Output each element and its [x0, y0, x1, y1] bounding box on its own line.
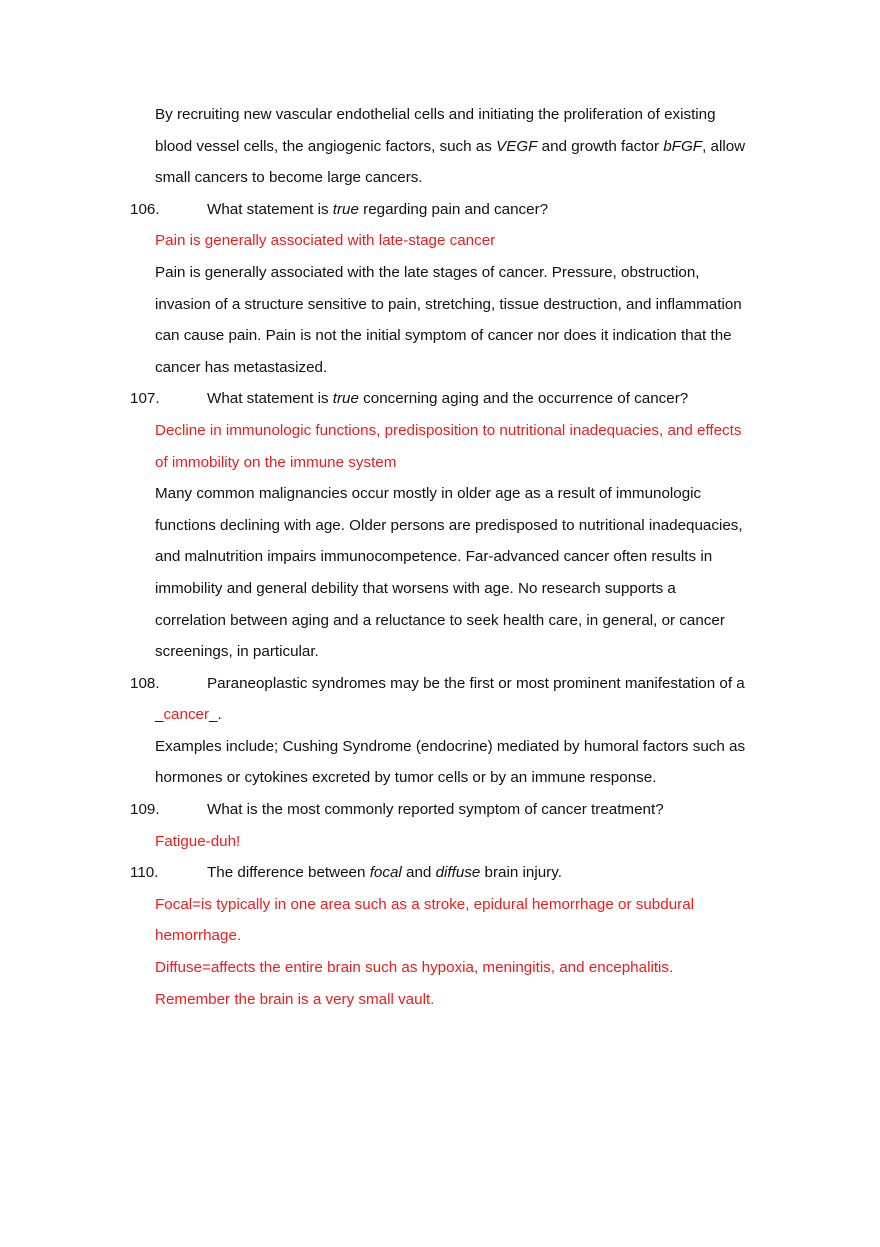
explanation-line: can cause pain. Pain is not the initial symptom of cancer nor does it indication that the — [155, 327, 732, 345]
question-text: The difference between focal and diffuse brain injury. — [207, 864, 562, 882]
answer-blank: _cancer_. — [155, 706, 222, 724]
question-number: 106. — [130, 200, 160, 218]
intro-line — [0, 131, 880, 163]
question-number: 108. — [130, 674, 160, 692]
question-107 — [0, 383, 880, 415]
italic-term: VEGF — [496, 137, 538, 155]
answer-line: of immobility on the immune system — [155, 453, 397, 471]
intro-line: By recruiting new vascular endothelial cells and initiating the proliferation of existing — [155, 106, 716, 123]
answer-line: Pain is generally associated with late-stage cancer — [155, 232, 496, 250]
explanation-line: screenings, in particular. — [155, 643, 319, 661]
question-text: What is the most commonly reported symptom of cancer treatment? — [207, 801, 664, 819]
explanation-line: invasion of a structure sensitive to pain, stretching, tissue destruction, and inflammation — [155, 295, 742, 313]
answer-line: Remember the brain is a very small vault. — [155, 990, 435, 1008]
explanation-line: correlation between aging and a reluctance to seek health care, in general, or cancer — [155, 611, 725, 629]
question-number: 109. — [130, 801, 160, 819]
question-106 — [0, 194, 880, 226]
text: , allow — [702, 137, 746, 155]
question-number: 110. — [130, 864, 159, 882]
explanation-line: functions declining with age. Older persons are predisposed to nutritional inadequacies, — [155, 516, 743, 534]
question-110 — [0, 857, 880, 889]
question-109 — [0, 794, 880, 826]
question-108 — [0, 668, 880, 700]
explanation-line: immobility and general debility that worsens with age. No research supports a — [155, 579, 676, 597]
answer-line: Fatigue-duh! — [155, 832, 241, 850]
explanation-line: and malnutrition impairs immunocompetence. Far-advanced cancer often results in — [155, 548, 713, 566]
answer-line: Decline in immunologic functions, predisposition to nutritional inadequacies, and effects — [155, 421, 742, 439]
answer-text: cancer — [163, 706, 210, 724]
question-number: 107. — [130, 390, 160, 408]
explanation-line: Many common malignancies occur mostly in older age as a result of immunologic — [155, 485, 702, 503]
explanation-line: Pain is generally associated with the late stages of cancer. Pressure, obstruction, — [155, 263, 700, 281]
answer-line: Diffuse=affects the entire brain such as hypoxia, meningitis, and encephalitis. — [155, 959, 674, 977]
question-text: What statement is true concerning aging and the occurrence of cancer? — [207, 390, 689, 408]
document-page — [0, 99, 880, 1015]
question-text: What statement is true regarding pain and cancer? — [207, 200, 549, 218]
explanation-line: hormones or cytokines excreted by tumor cells or by an immune response. — [155, 769, 657, 787]
italic-term: bFGF — [663, 137, 703, 155]
text: blood vessel cells, the angiogenic factors, such as — [155, 137, 497, 155]
explanation-line: Examples include; Cushing Syndrome (endocrine) mediated by humoral factors such as — [155, 737, 746, 755]
answer-line: Focal=is typically in one area such as a stroke, epidural hemorrhage or subdural — [155, 895, 695, 913]
text: and growth factor — [537, 137, 664, 155]
answer-line: hemorrhage. — [155, 927, 242, 945]
explanation-line: cancer has metastasized. — [155, 358, 328, 376]
question-text: Paraneoplastic syndromes may be the first or most prominent manifestation of a — [207, 674, 745, 692]
intro-line: small cancers to become large cancers. — [155, 169, 423, 187]
